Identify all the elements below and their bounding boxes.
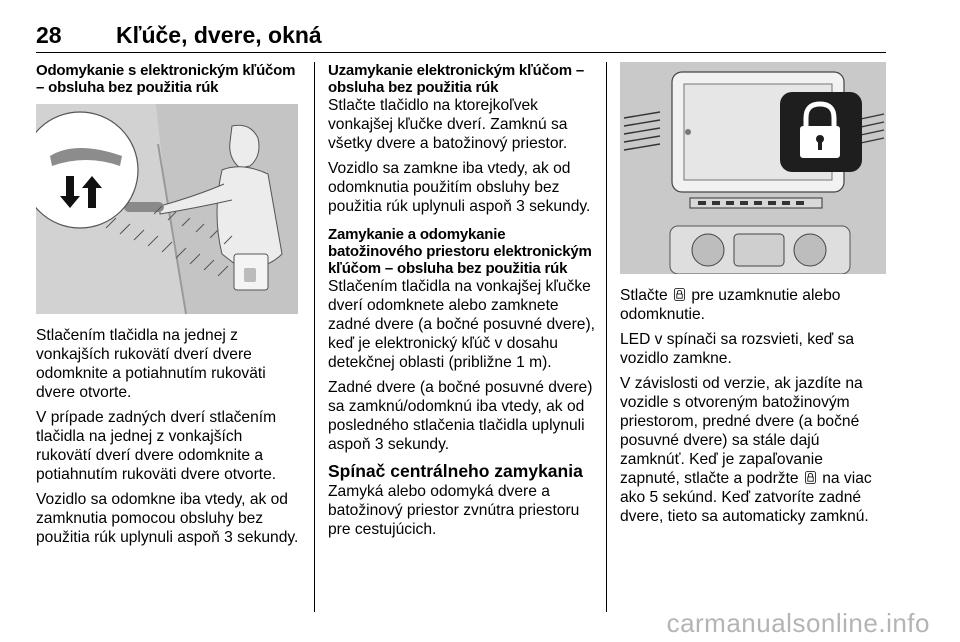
paragraph: Stlačením tlačidla na vonkajšej kľučke dverí odomknete alebo zamknete zadné dvere (a bočné posuvné dvere), keď je elektronický kľúč v dosahu detekčnej oblasti (približne 1 m). <box>328 278 595 371</box>
paragraph: Stlačte tlačidlo na ktorejkoľvek vonkajšej kľučke dverí. Zamknú sa všetky dvere a batožinový priestor. <box>328 97 568 152</box>
heading-luggage-compartment: Zamykanie a odomykanie batožinového priestoru elektronickým kľúčom – obsluha bez použitia rúk <box>328 226 592 277</box>
paragraph: Stlačením tlačidla na jednej z vonkajších rukovätí dverí dvere odomknite a potiahnutím rukoväti dvere otvorte. <box>36 327 266 401</box>
paragraph: V závislosti od verzie, ak jazdíte na vozidle s otvoreným batožinovým priestorom, predné dvere (a bočné posuvné dvere) sa stále dajú zamknúť. Keď je zapaľovanie zapnuté, stlačte a podržte na viac ako 5 sekúnd. Keď zatvoríte zadné dvere, tieto sa automaticky zamknú. <box>620 375 872 525</box>
column-divider <box>606 62 607 612</box>
door-handle-illustration <box>36 104 298 314</box>
column-3 <box>620 62 886 532</box>
section-title-central-locking: Spínač centrálneho zamykania <box>328 461 583 481</box>
column-2 <box>328 62 596 545</box>
page-header <box>36 14 886 53</box>
paragraph: Vozidlo sa odomkne iba vtedy, ak od zamknutia pomocou obsluhy bez použitia rúk uplynuli aspoň 3 sekundy. <box>36 491 299 546</box>
page-number: 28 <box>36 22 62 48</box>
dashboard-lock-switch-illustration <box>620 62 886 274</box>
heading-keyless-unlock: Odomykanie s elektronickým kľúčom – obsluha bez použitia rúk <box>36 62 296 96</box>
paragraph: Stlačte pre uzamknutie alebo odomknutie. <box>620 287 841 323</box>
lock-icon <box>674 288 685 301</box>
column-divider <box>314 62 315 612</box>
paragraph: Vozidlo sa zamkne iba vtedy, ak od odomknutia použitím obsluhy bez použitia rúk uplynuli aspoň 3 sekundy. <box>328 160 591 215</box>
chapter-title: Kľúče, dvere, okná <box>116 22 322 48</box>
paragraph: Zamyká alebo odomyká dvere a batožinový priestor zvnútra priestoru pre cestujúcich. <box>328 483 580 538</box>
paragraph: V prípade zadných dverí stlačením tlačidla na jednej z vonkajších rukovätí dverí dvere odomknite a potiahnutím rukoväti dvere otvorte. <box>36 409 277 483</box>
lock-icon <box>805 471 816 484</box>
paragraph: Zadné dvere (a bočné posuvné dvere) sa zamknú/odomknú iba vtedy, ak od posledného stlačenia tlačidla uplynuli aspoň 3 sekundy. <box>328 379 593 453</box>
watermark: carmanualsonline.info <box>666 608 930 638</box>
column-1 <box>36 62 300 553</box>
heading-keyless-lock: Uzamykanie elektronickým kľúčom – obsluha bez použitia rúk <box>328 62 584 96</box>
paragraph: LED v spínači sa rozsvieti, keď sa vozidlo zamkne. <box>620 331 855 367</box>
